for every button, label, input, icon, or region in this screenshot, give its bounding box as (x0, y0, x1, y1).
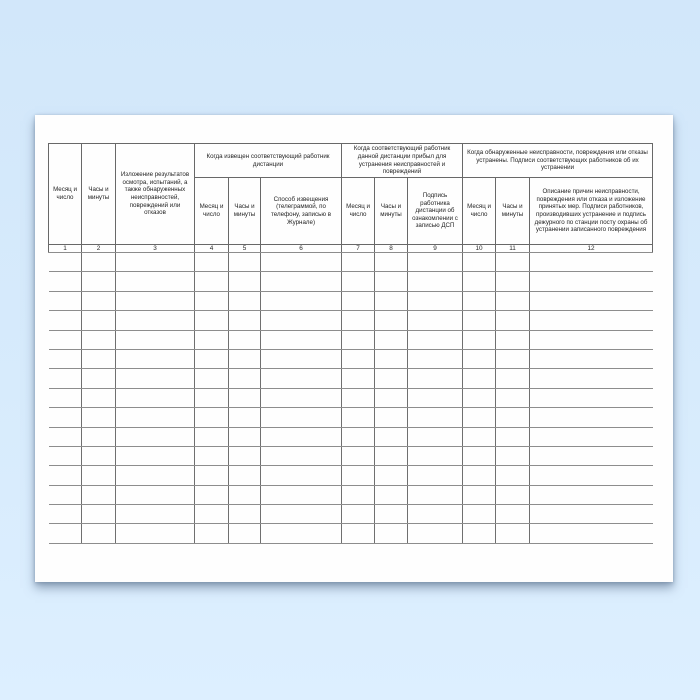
empty-cell (530, 505, 653, 524)
empty-cell (82, 253, 116, 272)
empty-cell (342, 330, 375, 349)
empty-cell (375, 272, 408, 291)
empty-cell (261, 272, 342, 291)
empty-cell (530, 388, 653, 407)
empty-cell (496, 253, 530, 272)
empty-cell (342, 485, 375, 504)
empty-cell (496, 485, 530, 504)
empty-cell (463, 524, 496, 543)
empty-cell (49, 330, 82, 349)
empty-cell (408, 272, 463, 291)
empty-cell (530, 291, 653, 310)
empty-cell (195, 388, 229, 407)
empty-cell (195, 524, 229, 543)
empty-cell (496, 427, 530, 446)
empty-cell (195, 408, 229, 427)
empty-cell (463, 369, 496, 388)
empty-cell (261, 369, 342, 388)
empty-cell (496, 505, 530, 524)
empty-cell (82, 427, 116, 446)
empty-cell (408, 388, 463, 407)
table-row (49, 369, 653, 388)
table-row (49, 427, 653, 446)
empty-cell (408, 524, 463, 543)
empty-cell (375, 505, 408, 524)
header-group-resolved: Когда обнаруженные неисправности, повреждения или отказы устранены. Подписи соответствующих работников об их устранении (463, 144, 653, 178)
empty-cell (82, 505, 116, 524)
empty-cell (229, 408, 261, 427)
empty-cell (82, 388, 116, 407)
empty-cell (229, 505, 261, 524)
empty-cell (496, 311, 530, 330)
empty-cell (49, 485, 82, 504)
empty-cell (375, 253, 408, 272)
table-row (49, 408, 653, 427)
empty-cell (342, 272, 375, 291)
empty-cell (261, 524, 342, 543)
column-number: 6 (261, 245, 342, 253)
empty-cell (49, 291, 82, 310)
column-number: 12 (530, 245, 653, 253)
empty-cell (261, 408, 342, 427)
empty-cell (496, 446, 530, 465)
empty-cell (229, 524, 261, 543)
table-row (49, 272, 653, 291)
empty-cell (116, 311, 195, 330)
header-hours-minutes: Часы и минуты (82, 144, 116, 245)
empty-cell (496, 408, 530, 427)
empty-cell (49, 408, 82, 427)
empty-cell (375, 524, 408, 543)
empty-cell (49, 311, 82, 330)
empty-cell (375, 388, 408, 407)
empty-cell (116, 330, 195, 349)
column-number: 9 (408, 245, 463, 253)
table-row (49, 330, 653, 349)
header-arrival-signature: Подпись работника дистанции об ознакомлении с записью ДСП (408, 178, 463, 245)
empty-cell (530, 311, 653, 330)
empty-cell (82, 369, 116, 388)
header-group-notify: Когда извещен соответствующий работник дистанции (195, 144, 342, 178)
table-row (49, 446, 653, 465)
empty-cell (342, 349, 375, 368)
empty-cell (261, 505, 342, 524)
header-arrival-month-day: Месяц и число (342, 178, 375, 245)
empty-cell (375, 466, 408, 485)
column-number: 8 (375, 245, 408, 253)
column-number: 7 (342, 245, 375, 253)
column-number: 11 (496, 245, 530, 253)
empty-cell (82, 524, 116, 543)
empty-cell (375, 369, 408, 388)
empty-cell (530, 427, 653, 446)
header-group-row (49, 144, 653, 178)
empty-cell (375, 330, 408, 349)
table-row (49, 505, 653, 524)
empty-cell (116, 524, 195, 543)
empty-cell (530, 446, 653, 465)
empty-cell (463, 446, 496, 465)
empty-cell (229, 311, 261, 330)
empty-cell (116, 388, 195, 407)
header-notify-month-day: Месяц и число (195, 178, 229, 245)
empty-cell (496, 330, 530, 349)
header-notify-method: Способ извещения (телеграммой, по телефону, записью в Журнале) (261, 178, 342, 245)
empty-cell (342, 253, 375, 272)
empty-cell (82, 330, 116, 349)
empty-cell (229, 291, 261, 310)
empty-cell (229, 349, 261, 368)
column-number: 10 (463, 245, 496, 253)
empty-cell (195, 311, 229, 330)
empty-cell (496, 272, 530, 291)
column-number: 1 (49, 245, 82, 253)
maintenance-log-table (48, 143, 653, 544)
empty-cell (229, 272, 261, 291)
empty-cell (116, 427, 195, 446)
empty-cell (408, 291, 463, 310)
empty-cell (49, 369, 82, 388)
empty-cell (496, 349, 530, 368)
empty-cell (229, 330, 261, 349)
empty-cell (261, 466, 342, 485)
header-group-arrival: Когда соответствующий работник данной дистанции прибыл для устранения неисправностей и повреждений (342, 144, 463, 178)
empty-cell (408, 485, 463, 504)
empty-cell (195, 485, 229, 504)
empty-cell (342, 427, 375, 446)
data-body (49, 253, 653, 544)
header-resolved-description: Описание причин неисправности, повреждения или отказа и изложение принятых мер. Подписи работников, производивших устранение и подпись дежурного по станции посту охраны об устранении записанного повреждения (530, 178, 653, 245)
empty-cell (261, 311, 342, 330)
empty-cell (229, 466, 261, 485)
empty-cell (463, 388, 496, 407)
empty-cell (530, 369, 653, 388)
empty-cell (195, 446, 229, 465)
empty-cell (342, 311, 375, 330)
empty-cell (463, 253, 496, 272)
empty-cell (49, 388, 82, 407)
column-number: 2 (82, 245, 116, 253)
empty-cell (195, 330, 229, 349)
empty-cell (463, 485, 496, 504)
empty-cell (408, 466, 463, 485)
empty-cell (496, 466, 530, 485)
empty-cell (375, 291, 408, 310)
empty-cell (261, 388, 342, 407)
empty-cell (530, 330, 653, 349)
empty-cell (375, 349, 408, 368)
empty-cell (530, 272, 653, 291)
empty-cell (496, 369, 530, 388)
empty-cell (408, 369, 463, 388)
empty-cell (408, 408, 463, 427)
header-month-day: Месяц и число (49, 144, 82, 245)
empty-cell (229, 446, 261, 465)
empty-cell (496, 291, 530, 310)
empty-cell (229, 369, 261, 388)
empty-cell (82, 349, 116, 368)
empty-cell (82, 466, 116, 485)
empty-cell (375, 446, 408, 465)
empty-cell (463, 291, 496, 310)
empty-cell (195, 466, 229, 485)
empty-cell (49, 427, 82, 446)
empty-cell (116, 466, 195, 485)
empty-cell (375, 485, 408, 504)
empty-cell (530, 253, 653, 272)
empty-cell (82, 485, 116, 504)
empty-cell (342, 408, 375, 427)
empty-cell (116, 253, 195, 272)
empty-cell (229, 388, 261, 407)
empty-cell (342, 505, 375, 524)
empty-cell (375, 408, 408, 427)
empty-cell (530, 349, 653, 368)
header-inspection-results: Изложение результатов осмотра, испытаний, а также обнаруженных неисправностей, повреждений или отказов (116, 144, 195, 245)
empty-cell (463, 466, 496, 485)
empty-cell (530, 466, 653, 485)
column-number: 5 (229, 245, 261, 253)
empty-cell (342, 446, 375, 465)
empty-cell (261, 427, 342, 446)
column-number-row (49, 245, 653, 253)
header-arrival-hours-minutes: Часы и минуты (375, 178, 408, 245)
empty-cell (49, 466, 82, 485)
empty-cell (229, 427, 261, 446)
empty-cell (195, 369, 229, 388)
table-row (49, 524, 653, 543)
empty-cell (496, 388, 530, 407)
empty-cell (195, 253, 229, 272)
empty-cell (116, 408, 195, 427)
header-resolved-hours-minutes: Часы и минуты (496, 178, 530, 245)
empty-cell (408, 446, 463, 465)
empty-cell (49, 253, 82, 272)
empty-cell (82, 446, 116, 465)
empty-cell (116, 446, 195, 465)
empty-cell (82, 408, 116, 427)
empty-cell (342, 466, 375, 485)
empty-cell (49, 505, 82, 524)
empty-cell (195, 505, 229, 524)
empty-cell (116, 369, 195, 388)
empty-cell (375, 427, 408, 446)
table-row (49, 311, 653, 330)
empty-cell (261, 253, 342, 272)
empty-cell (408, 349, 463, 368)
empty-cell (408, 427, 463, 446)
empty-cell (342, 291, 375, 310)
table-header (49, 144, 653, 253)
empty-cell (229, 253, 261, 272)
empty-cell (408, 253, 463, 272)
table-row (49, 388, 653, 407)
empty-cell (82, 291, 116, 310)
empty-cell (116, 485, 195, 504)
empty-cell (408, 330, 463, 349)
empty-cell (116, 349, 195, 368)
empty-cell (49, 524, 82, 543)
empty-cell (463, 272, 496, 291)
empty-cell (261, 291, 342, 310)
empty-cell (49, 272, 82, 291)
table-row (49, 349, 653, 368)
empty-cell (49, 446, 82, 465)
empty-cell (375, 311, 408, 330)
empty-cell (116, 291, 195, 310)
empty-cell (342, 388, 375, 407)
header-resolved-month-day: Месяц и число (463, 178, 496, 245)
empty-cell (408, 505, 463, 524)
empty-cell (342, 524, 375, 543)
column-number: 3 (116, 245, 195, 253)
empty-cell (195, 291, 229, 310)
empty-cell (229, 485, 261, 504)
column-number: 4 (195, 245, 229, 253)
empty-cell (49, 349, 82, 368)
empty-cell (408, 311, 463, 330)
empty-cell (463, 349, 496, 368)
empty-cell (496, 524, 530, 543)
empty-cell (195, 272, 229, 291)
empty-cell (195, 349, 229, 368)
table-row (49, 253, 653, 272)
empty-cell (261, 485, 342, 504)
empty-cell (342, 369, 375, 388)
empty-cell (82, 311, 116, 330)
empty-cell (195, 427, 229, 446)
empty-cell (82, 272, 116, 291)
empty-cell (261, 330, 342, 349)
empty-cell (530, 524, 653, 543)
empty-cell (463, 427, 496, 446)
table-row (49, 485, 653, 504)
empty-cell (463, 330, 496, 349)
empty-cell (261, 446, 342, 465)
paper-sheet (35, 115, 673, 582)
empty-cell (261, 349, 342, 368)
empty-cell (463, 505, 496, 524)
empty-cell (116, 272, 195, 291)
empty-cell (463, 311, 496, 330)
header-notify-hours-minutes: Часы и минуты (229, 178, 261, 245)
empty-cell (116, 505, 195, 524)
table-row (49, 291, 653, 310)
empty-cell (463, 408, 496, 427)
empty-cell (530, 485, 653, 504)
empty-cell (530, 408, 653, 427)
table-row (49, 466, 653, 485)
